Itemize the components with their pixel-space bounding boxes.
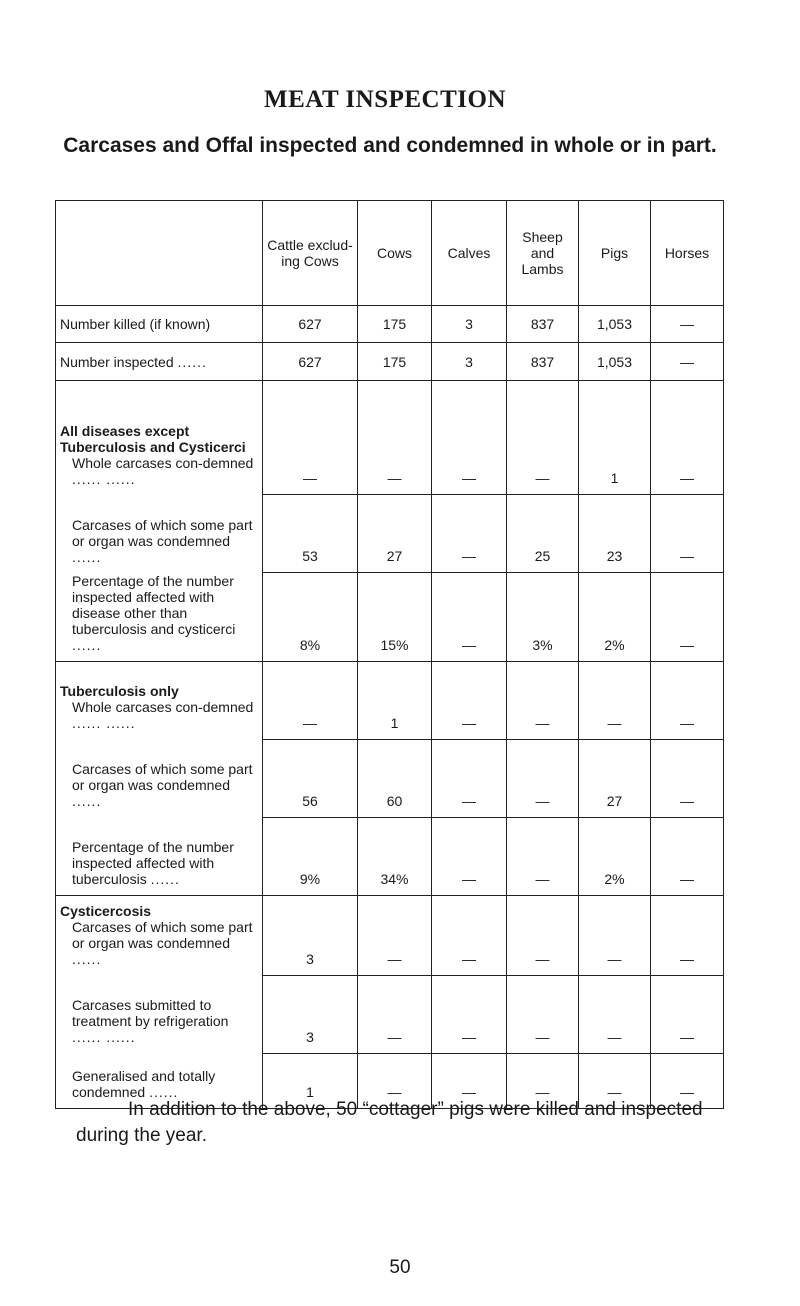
table-row <box>56 895 724 975</box>
table-cell: — <box>579 661 651 739</box>
table-cell: — <box>432 661 507 739</box>
row-label: All diseases except Tuberculosis and Cysticerci Whole carcases con-demned ...... ...... <box>56 381 263 495</box>
table-cell: — <box>651 739 724 817</box>
table-cell: — <box>651 573 724 662</box>
table-cell: 1,053 <box>579 306 651 343</box>
table-cell: — <box>432 895 507 975</box>
table-cell: — <box>507 661 579 739</box>
table-cell: — <box>507 381 579 495</box>
table-cell: 27 <box>579 739 651 817</box>
table-cell: — <box>651 381 724 495</box>
header-cows: Cows <box>358 201 432 306</box>
inspection-grid <box>55 200 724 1109</box>
table-cell: — <box>432 573 507 662</box>
page-subtitle: Carcases and Offal inspected and condemned in whole or in part. <box>63 134 717 157</box>
table-cell: — <box>358 975 432 1053</box>
table-cell: 175 <box>358 306 432 343</box>
table-cell: 3% <box>507 573 579 662</box>
table-cell: 627 <box>263 306 358 343</box>
section-heading: Cysticercosis <box>60 903 152 919</box>
table-row <box>56 739 724 817</box>
table-cell: — <box>432 739 507 817</box>
table-cell: — <box>507 895 579 975</box>
table-cell: — <box>432 1053 507 1108</box>
table-cell: 3 <box>263 975 358 1053</box>
table-cell: 23 <box>579 495 651 573</box>
header-pigs: Pigs <box>579 201 651 306</box>
table-cell: — <box>358 381 432 495</box>
table-cell: — <box>579 895 651 975</box>
table-cell: — <box>263 661 358 739</box>
table-cell: — <box>651 306 724 343</box>
table-cell: — <box>651 343 724 381</box>
section-heading: Tuberculosis only <box>60 683 179 699</box>
meat-inspection-table <box>55 200 723 1100</box>
table-cell: 627 <box>263 343 358 381</box>
table-cell: 1 <box>358 661 432 739</box>
table-cell: 15% <box>358 573 432 662</box>
table-cell: 1,053 <box>579 343 651 381</box>
table-cell: — <box>507 975 579 1053</box>
table-cell: 34% <box>358 817 432 895</box>
table-cell: — <box>507 739 579 817</box>
table-row <box>56 495 724 573</box>
table-cell: — <box>651 895 724 975</box>
table-row <box>56 381 724 495</box>
row-label: Percentage of the number inspected affected with disease other than tuberculosis and cysticerci ...... <box>56 573 263 662</box>
table-cell: — <box>651 1053 724 1108</box>
table-cell: 56 <box>263 739 358 817</box>
row-label: Carcases of which some part or organ was condemned ...... <box>56 495 263 573</box>
row-label: Number inspected ...... <box>56 343 263 381</box>
table-cell: 175 <box>358 343 432 381</box>
table-cell: 60 <box>358 739 432 817</box>
row-label: Generalised and totally condemned ...... <box>56 1053 263 1108</box>
table-cell: — <box>651 817 724 895</box>
header-horses: Horses <box>651 201 724 306</box>
table-cell: — <box>358 1053 432 1108</box>
table-cell: — <box>432 381 507 495</box>
table-cell: 1 <box>579 381 651 495</box>
table-cell: — <box>432 817 507 895</box>
table-cell: — <box>358 895 432 975</box>
table-cell: — <box>579 975 651 1053</box>
table-cell: 3 <box>432 343 507 381</box>
header-cattle: Cattle exclud-ing Cows <box>263 201 358 306</box>
table-cell: 837 <box>507 306 579 343</box>
table-cell: 3 <box>263 895 358 975</box>
table-cell: 27 <box>358 495 432 573</box>
row-label: Carcases submitted to treatment by refrigeration ...... ...... <box>56 975 263 1053</box>
table-cell: — <box>507 817 579 895</box>
page-title: MEAT INSPECTION <box>263 86 507 113</box>
section-heading: All diseases except Tuberculosis and Cysticerci <box>60 422 246 455</box>
table-cell: — <box>263 381 358 495</box>
row-label: Number killed (if known) <box>56 306 263 343</box>
header-row <box>56 201 724 306</box>
table-cell: 3 <box>432 306 507 343</box>
page-number: 50 <box>389 1257 411 1278</box>
table-cell: 837 <box>507 343 579 381</box>
table-row <box>56 661 724 739</box>
row-label: Cysticercosis Carcases of which some part or organ was condemned ...... <box>56 895 263 975</box>
table-cell: — <box>651 661 724 739</box>
table-cell: — <box>651 975 724 1053</box>
row-label: Percentage of the number inspected affected with tuberculosis ...... <box>56 817 263 895</box>
table-row <box>56 573 724 662</box>
table-cell: 2% <box>579 817 651 895</box>
table-cell: 2% <box>579 573 651 662</box>
row-label: Tuberculosis only Whole carcases con-demned ...... ...... <box>56 661 263 739</box>
row-label: Carcases of which some part or organ was condemned ...... <box>56 739 263 817</box>
table-row <box>56 343 724 381</box>
table-cell: — <box>432 975 507 1053</box>
footnote-text: In addition to the above, 50 “cottager” pigs were killed and inspected during the year. <box>76 1099 703 1146</box>
table-cell: 1 <box>263 1053 358 1108</box>
table-cell: — <box>651 495 724 573</box>
table-cell: — <box>432 495 507 573</box>
table-cell: — <box>507 1053 579 1108</box>
header-calves: Calves <box>432 201 507 306</box>
table-row <box>56 817 724 895</box>
header-sheep: Sheep and Lambs <box>507 201 579 306</box>
table-cell: 53 <box>263 495 358 573</box>
table-cell: 8% <box>263 573 358 662</box>
table-row <box>56 975 724 1053</box>
table-row <box>56 306 724 343</box>
header-blank <box>56 201 263 306</box>
table-cell: 25 <box>507 495 579 573</box>
table-cell: 9% <box>263 817 358 895</box>
table-cell: — <box>579 1053 651 1108</box>
